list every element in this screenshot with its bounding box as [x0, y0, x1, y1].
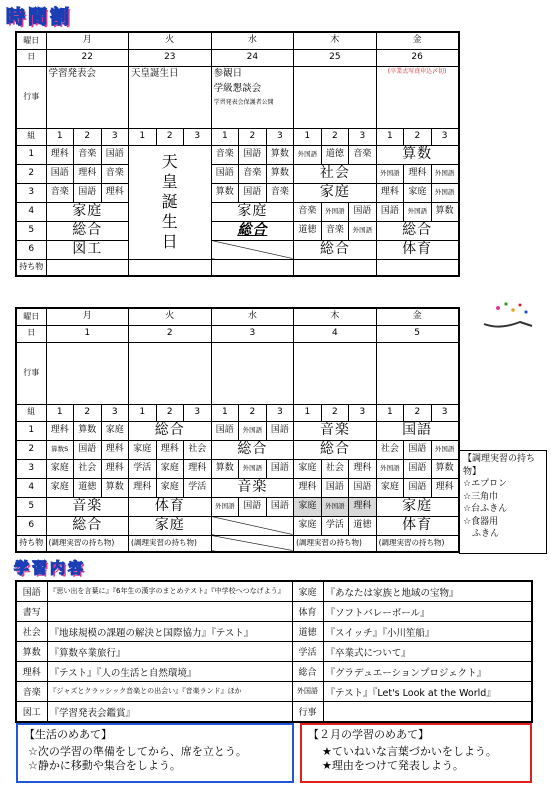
cell: 理科: [74, 164, 102, 183]
class-number: 3: [101, 128, 129, 145]
subject-content: 『学習発表会鑑賞』: [47, 702, 292, 723]
cell: 音楽: [294, 202, 322, 221]
items-tue: [129, 259, 212, 276]
cell: 総合: [211, 440, 294, 459]
note-item: ☆台ふきん: [463, 504, 508, 514]
cell: 理科: [46, 421, 74, 440]
cell: 社会: [376, 440, 404, 459]
subject-content: 『地球規模の課題の解決と国際協力』『テスト』: [47, 622, 292, 642]
note-title: 【調理実習の持ち物】: [463, 454, 536, 477]
note-item: ☆三角巾: [463, 491, 499, 502]
holiday-cell: [129, 145, 212, 259]
day-thu: 木: [294, 32, 377, 49]
cell: 国語: [404, 440, 432, 459]
date-fri: 26: [376, 49, 459, 66]
cell: 外国語: [211, 497, 239, 516]
page-title: 時間割: [6, 6, 73, 28]
cell: 算数: [74, 421, 102, 440]
event-wed: 参観日 学級懇談会 学習発表会保護者公開: [211, 66, 294, 128]
event-mon: 学習発表会: [46, 66, 129, 128]
cell: 理科: [101, 440, 129, 459]
day-label: 曜日: [16, 32, 46, 49]
study-goal-item: ★ていねいな言葉づかいをしよう。: [322, 745, 497, 758]
cell: 理科: [184, 459, 212, 478]
date-label: 日: [16, 49, 46, 66]
class-number: 2: [321, 404, 349, 421]
cell: 国語: [101, 145, 129, 164]
period-1: 1: [16, 421, 46, 440]
class-number: 1: [376, 404, 404, 421]
class-number: 2: [156, 128, 184, 145]
cell: 算数: [431, 202, 459, 221]
cell: 学活: [184, 478, 212, 497]
cell: 国語: [46, 164, 74, 183]
section-title: 学習内容: [14, 559, 87, 577]
day-thu: 木: [294, 308, 377, 325]
cell: 国語: [376, 421, 459, 440]
class-number: 1: [294, 404, 322, 421]
subject-content: 『ソフトバレーボール』: [323, 602, 532, 622]
cell: 体育: [376, 240, 459, 259]
day-mon: 月: [46, 308, 129, 325]
cell: 外国語: [321, 202, 349, 221]
event-wed: [211, 342, 294, 404]
life-goal-title: 【生活のめあて】: [24, 728, 112, 741]
day-tue: 火: [129, 308, 212, 325]
holiday-vertical-text: [129, 152, 211, 252]
period-6: 6: [16, 516, 46, 535]
cell: 音楽: [266, 183, 294, 202]
holiday-char: 天: [161, 152, 178, 171]
date-wed: 3: [211, 325, 294, 342]
cell: 外国語: [431, 183, 459, 202]
class-number: 2: [404, 404, 432, 421]
cell: 外国語: [376, 164, 404, 183]
cell: 家庭: [156, 478, 184, 497]
cell: 国語: [211, 421, 239, 440]
cell: 総合: [46, 516, 129, 535]
class-number: 3: [431, 404, 459, 421]
subject-label: 理科: [16, 662, 47, 682]
class-number: 2: [156, 404, 184, 421]
cell: 国語: [266, 497, 294, 516]
day-mon: 月: [46, 32, 129, 49]
class-number: 1: [211, 404, 239, 421]
cell: 外国語: [321, 497, 349, 516]
class-number: 1: [294, 128, 322, 145]
subject-label: 外国語: [292, 682, 323, 702]
cell: 外国語: [239, 421, 267, 440]
cell: 国語: [321, 478, 349, 497]
cell: 国語: [349, 478, 377, 497]
items-mon: (調理実習の持ち物): [46, 535, 129, 552]
cell: 家庭: [211, 202, 294, 221]
cooking-items-note: [459, 450, 547, 554]
cell: 音楽: [349, 145, 377, 164]
items-fri: (調理実習の持ち物): [376, 535, 459, 552]
life-goal-box: [16, 723, 294, 783]
event-fri: [376, 342, 459, 404]
cell: 家庭: [294, 516, 322, 535]
cell: 理科: [376, 183, 404, 202]
items-label: 持ち物: [16, 259, 46, 276]
subject-content: 『あなたは家族と地域の宝物』: [323, 581, 532, 602]
cell: 音楽: [321, 221, 349, 240]
cell: 理科: [349, 497, 377, 516]
items-wed: [211, 535, 294, 552]
study-content-table: [15, 580, 533, 723]
cell: 外国語: [349, 221, 377, 240]
items-fri: [376, 259, 459, 276]
subject-label: 総合: [292, 662, 323, 682]
class-number: 2: [404, 128, 432, 145]
period-2: 2: [16, 164, 46, 183]
period-6: 6: [16, 240, 46, 259]
items-thu: [294, 259, 377, 276]
cell: 国語: [211, 164, 239, 183]
event-mon: [46, 342, 129, 404]
cell: 音楽: [101, 164, 129, 183]
cell: 社会: [294, 164, 377, 183]
empty-cell: [211, 516, 294, 535]
subject-label: 社会: [16, 622, 47, 642]
event-thu: [294, 66, 377, 128]
cell: 音楽: [46, 183, 74, 202]
date-thu: 25: [294, 49, 377, 66]
cell: 学活: [321, 516, 349, 535]
event-thu: [294, 342, 377, 404]
period-4: 4: [16, 202, 46, 221]
subject-label: 音楽: [16, 682, 47, 702]
class-number: 2: [74, 128, 102, 145]
cell: 理科: [349, 459, 377, 478]
subject-label: 家庭: [292, 581, 323, 602]
date-mon: 1: [46, 325, 129, 342]
cell: 総合: [46, 221, 129, 240]
cell: 社会: [184, 440, 212, 459]
subject-label: 書写: [16, 602, 47, 622]
cell: 体育: [376, 516, 459, 535]
cell: 理科: [46, 145, 74, 164]
class-number: 1: [46, 404, 74, 421]
cell: 外国語: [431, 164, 459, 183]
day-label: 曜日: [16, 308, 46, 325]
cell: 家庭: [294, 183, 377, 202]
subject-content: 『グラデュエーションプロジェクト』: [323, 662, 532, 682]
date-thu: 4: [294, 325, 377, 342]
cell: 国語: [239, 145, 267, 164]
class-number: 1: [46, 128, 74, 145]
cell: 外国語: [404, 202, 432, 221]
day-tue: 火: [129, 32, 212, 49]
subject-content: 『思い出を言葉に』『6年生の漢字のまとめテスト』『中学校へつなげよう』: [47, 581, 292, 602]
cell: 道徳: [74, 478, 102, 497]
event-label: 行事: [16, 66, 46, 128]
cell: 外国語: [239, 459, 267, 478]
note-item: ☆食器用: [463, 516, 499, 527]
period-3: 3: [16, 459, 46, 478]
holiday-char: 日: [161, 232, 178, 251]
cell: 総合: [294, 440, 377, 459]
cell: 家庭: [404, 183, 432, 202]
cell: 家庭: [294, 497, 322, 516]
cell: 総合: [376, 221, 459, 240]
note-item: ☆エプロン: [463, 479, 508, 489]
items-thu: (調理実習の持ち物): [294, 535, 377, 552]
event-fri: (卒業式写真申込〆切): [376, 66, 459, 128]
cell: 外国語: [294, 145, 322, 164]
cell: 外国語: [431, 440, 459, 459]
holiday-char: 生: [161, 212, 178, 231]
cell: 算数: [266, 145, 294, 164]
subject-content: 『算数卒業旅行』: [47, 642, 292, 662]
cell: 音楽: [211, 478, 294, 497]
date-fri: 5: [376, 325, 459, 342]
timetable-week1: [15, 31, 460, 277]
cell: 算数: [211, 183, 239, 202]
subject-label: 国語: [16, 581, 47, 602]
cell: 家庭: [376, 497, 459, 516]
event-tue: 天皇誕生日: [129, 66, 212, 128]
cell: 家庭: [101, 421, 129, 440]
cell: 体育: [129, 497, 212, 516]
subject-content: 『スイッチ』『小川笙船』: [323, 622, 532, 642]
subject-content: 『ジャズとクラッシック音楽との出会い』『音楽ランド』ほか: [47, 682, 292, 702]
cell: 音楽: [74, 145, 102, 164]
items-label: 持ち物: [16, 535, 46, 552]
date-tue: 2: [129, 325, 212, 342]
day-fri: 金: [376, 32, 459, 49]
cell: 社会: [74, 459, 102, 478]
cell: 道徳: [321, 145, 349, 164]
subject-label: 算数: [16, 642, 47, 662]
period-5: 5: [16, 497, 46, 516]
items-wed: [211, 259, 294, 276]
study-goal-box: [300, 723, 532, 783]
period-2: 2: [16, 440, 46, 459]
day-wed: 水: [211, 308, 294, 325]
cell: 理科: [431, 478, 459, 497]
subject-content: [47, 602, 292, 622]
cell: 音楽: [294, 421, 377, 440]
cell: 算数: [376, 145, 459, 164]
empty-cell: [211, 240, 294, 259]
cell: 家庭: [46, 459, 74, 478]
cell: 家庭: [294, 459, 322, 478]
cell: 算数: [211, 459, 239, 478]
class-number: 3: [349, 128, 377, 145]
cell: 総合: [211, 221, 294, 240]
cell: 家庭: [129, 516, 212, 535]
cell: 社会: [321, 459, 349, 478]
subject-content: 『テスト』『人の生活と自然環境』: [47, 662, 292, 682]
holiday-char: 誕: [161, 192, 178, 211]
event-label: 行事: [16, 342, 46, 404]
class-number: 2: [239, 404, 267, 421]
cell: 学活: [129, 459, 157, 478]
cell: 理科: [404, 164, 432, 183]
date-label: 日: [16, 325, 46, 342]
class-number: 3: [349, 404, 377, 421]
class-number: 1: [211, 128, 239, 145]
life-goal-item: ☆次の学習の準備をしてから、席を立とう。: [28, 745, 247, 758]
class-number: 2: [239, 128, 267, 145]
items-tue: (調理実習の持ち物): [129, 535, 212, 552]
cell: 理科: [101, 459, 129, 478]
cell: 国語: [404, 459, 432, 478]
class-number: 1: [376, 128, 404, 145]
cell: 道徳: [294, 221, 322, 240]
life-goal-item: ☆静かに移動や集合をしよう。: [28, 759, 181, 772]
cell: 家庭: [46, 202, 129, 221]
event-tue: [129, 342, 212, 404]
class-number: 3: [101, 404, 129, 421]
period-4: 4: [16, 478, 46, 497]
cooking-illustration: [480, 300, 540, 330]
subject-content: [323, 702, 532, 723]
cell: 国語: [349, 202, 377, 221]
day-wed: 水: [211, 32, 294, 49]
cell: 国語: [239, 183, 267, 202]
cell: 理科: [129, 478, 157, 497]
class-number: 3: [184, 128, 212, 145]
cell: 国語: [74, 440, 102, 459]
class-number: 3: [184, 404, 212, 421]
cell: 音楽: [211, 145, 239, 164]
subject-label: 図工: [16, 702, 47, 723]
class-number: 3: [266, 128, 294, 145]
date-wed: 24: [211, 49, 294, 66]
cell: 道徳: [349, 516, 377, 535]
cell: 国語: [266, 421, 294, 440]
cell: 算数: [101, 478, 129, 497]
cell: 音楽: [46, 497, 129, 516]
class-number: 3: [266, 404, 294, 421]
cell: 理科: [156, 440, 184, 459]
cell: 音楽: [239, 164, 267, 183]
subject-label: 道徳: [292, 622, 323, 642]
date-mon: 22: [46, 49, 129, 66]
class-number: 1: [129, 128, 157, 145]
study-goal-title: 【２月の学習のめあて】: [308, 728, 429, 741]
period-5: 5: [16, 221, 46, 240]
cell: 国語: [404, 478, 432, 497]
subject-content: 『卒業式について』: [323, 642, 532, 662]
class-number: 2: [74, 404, 102, 421]
cell: 家庭: [376, 478, 404, 497]
cell: 理科: [101, 183, 129, 202]
date-tue: 23: [129, 49, 212, 66]
subject-content: 『テスト』『Let's Look at the World』: [323, 682, 532, 702]
cell: 国語: [266, 459, 294, 478]
holiday-char: 皇: [161, 172, 178, 191]
cell: 算数S: [46, 440, 74, 459]
class-label: 組: [16, 128, 46, 145]
subject-label: 行事: [292, 702, 323, 723]
study-goal-item: ★理由をつけて発表しよう。: [322, 759, 464, 772]
note-item: ふきん: [463, 529, 500, 539]
class-number: 2: [321, 128, 349, 145]
cell: 家庭: [156, 459, 184, 478]
period-3: 3: [16, 183, 46, 202]
cell: 算数: [431, 459, 459, 478]
subject-label: 学活: [292, 642, 323, 662]
class-number: 3: [431, 128, 459, 145]
cell: 国語: [74, 183, 102, 202]
cell: 理科: [294, 478, 322, 497]
cell: 家庭: [46, 478, 74, 497]
class-label: 組: [16, 404, 46, 421]
cell: 家庭: [129, 440, 157, 459]
period-1: 1: [16, 145, 46, 164]
cell: 図工: [46, 240, 129, 259]
cell: 外国語: [376, 459, 404, 478]
day-fri: 金: [376, 308, 459, 325]
cell: 国語: [239, 497, 267, 516]
subject-label: 体育: [292, 602, 323, 622]
cell: 総合: [294, 240, 377, 259]
cell: 国語: [376, 202, 404, 221]
cell: 算数: [266, 164, 294, 183]
class-number: 1: [129, 404, 157, 421]
cell: 総合: [129, 421, 212, 440]
timetable-week2: [15, 307, 460, 553]
items-mon: [46, 259, 129, 276]
